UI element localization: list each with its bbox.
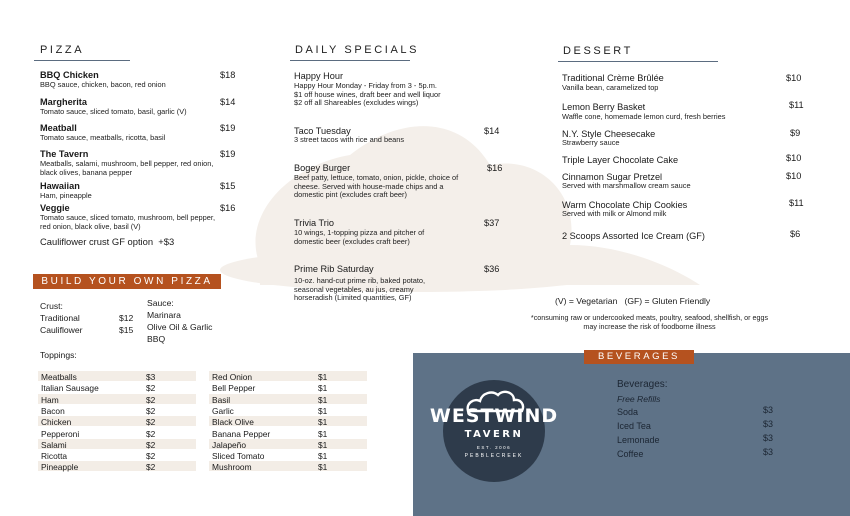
special-item-name: Prime Rib Saturday xyxy=(294,264,374,274)
pizza-item-price: $19 xyxy=(220,123,236,133)
dessert-item-desc: Waffle cone, homemade lemon curd, fresh berries xyxy=(562,112,726,121)
pizza-item-desc: Meatballs, salami, mushroom, bell pepper, red onion, black olives, banana pepper xyxy=(40,159,214,177)
topping-name: Basil xyxy=(212,394,231,405)
special-item-desc: Happy Hour Monday - Friday from 3 - 5p.m. $1 off house wines, draft beer and well liquor $2 off all Shareables (excludes wings) xyxy=(294,81,441,108)
pizza-item-price: $16 xyxy=(220,203,236,213)
dessert-item-name: Warm Chocolate Chip Cookies xyxy=(562,200,688,210)
beverages-banner: BEVERAGES xyxy=(584,350,694,364)
logo-location: PEBBLECREEK xyxy=(464,453,524,459)
pizza-item-price: $19 xyxy=(220,149,236,159)
beverage-name: Lemonade xyxy=(617,435,660,445)
pizza-item-name: Meatball xyxy=(40,123,77,133)
sauce-label: Sauce: xyxy=(147,298,174,308)
sauce-name: Olive Oil & Garlic xyxy=(147,322,213,332)
beverage-price: $3 xyxy=(763,419,774,429)
crust-name: Cauliflower xyxy=(40,325,83,335)
dessert-item-desc: Served with marshmallow cream sauce xyxy=(562,181,691,190)
topping-row-shade xyxy=(209,394,367,404)
topping-name: Chicken xyxy=(41,417,72,428)
dessert-item-price: $9 xyxy=(790,128,801,138)
crust-price: $15 xyxy=(119,325,134,335)
topping-name: Pepperoni xyxy=(41,428,80,439)
dessert-item-price: $10 xyxy=(786,73,802,83)
pizza-item-price: $14 xyxy=(220,97,236,107)
topping-name: Bell Pepper xyxy=(212,383,256,394)
topping-name: Ricotta xyxy=(41,451,68,462)
beverage-name: Soda xyxy=(617,407,639,417)
dessert-item-name: 2 Scoops Assorted Ice Cream (GF) xyxy=(562,231,705,241)
pizza-item-name: The Tavern xyxy=(40,149,89,159)
dessert-title-rule xyxy=(558,61,718,62)
topping-name: Meatballs xyxy=(41,372,77,382)
topping-price: $1 xyxy=(318,451,328,462)
dessert-item-name: Traditional Crème Brûlée xyxy=(562,73,664,83)
food-safety-warning: *consuming raw or undercooked meats, poultry, seafood, shellfish, or eggs may increase the risk of foodborne illness xyxy=(530,313,769,331)
crust-label: Crust: xyxy=(40,301,63,311)
topping-price: $2 xyxy=(146,394,156,405)
pizza-title-rule xyxy=(34,60,130,61)
topping-name: Sliced Tomato xyxy=(212,451,265,462)
pizza-item-desc: Tomato sauce, meatballs, ricotta, basil xyxy=(40,133,166,142)
pizza-item-name: Margherita xyxy=(40,97,87,107)
topping-price: $2 xyxy=(146,428,156,439)
logo-line2: TAVERN xyxy=(464,429,524,440)
dessert-item-price: $6 xyxy=(790,229,801,239)
topping-name: Ham xyxy=(41,394,59,405)
special-item-name: Bogey Burger xyxy=(294,163,351,173)
dessert-item-name: Cinnamon Sugar Pretzel xyxy=(562,172,663,182)
specials-section-title: DAILY SPECIALS xyxy=(295,44,420,56)
free-refills-note: Free Refills xyxy=(617,394,661,404)
topping-price: $1 xyxy=(318,417,328,428)
topping-price: $2 xyxy=(146,405,156,416)
topping-name: Jalapeño xyxy=(212,439,246,450)
pizza-item-name: BBQ Chicken xyxy=(40,70,99,80)
logo-est: EST. 2006 xyxy=(476,445,512,450)
topping-price: $2 xyxy=(146,417,156,428)
topping-price: $1 xyxy=(318,383,328,394)
topping-name: Salami xyxy=(41,439,67,450)
special-item-desc: 10-oz. hand-cut prime rib, baked potato, seasonal vegetables, au jus, creamy horseradish (Limited quantities, GF) xyxy=(294,276,426,303)
topping-price: $1 xyxy=(318,439,328,450)
dessert-item-name: Triple Layer Chocolate Cake xyxy=(562,155,679,165)
topping-price: $1 xyxy=(318,394,328,405)
crust-name: Traditional xyxy=(40,313,80,323)
special-item-price: $14 xyxy=(484,126,500,136)
beverage-price: $3 xyxy=(763,433,774,443)
special-item-name: Happy Hour xyxy=(294,71,344,81)
beverage-price: $3 xyxy=(763,447,774,457)
topping-price: $1 xyxy=(318,462,328,473)
topping-price: $2 xyxy=(146,451,156,462)
topping-price: $2 xyxy=(146,439,156,450)
special-item-name: Trivia Trio xyxy=(294,218,334,228)
topping-name: Banana Pepper xyxy=(212,428,271,439)
pizza-item-desc: BBQ sauce, chicken, bacon, red onion xyxy=(40,80,166,89)
topping-name: Black Olive xyxy=(212,417,254,428)
dessert-section-title: DESSERT xyxy=(563,45,633,57)
pizza-item-name: Hawaiian xyxy=(40,181,80,191)
logo-line1: WESTWIND xyxy=(429,405,559,427)
beverage-name: Coffee xyxy=(617,449,644,459)
diet-legend: (V) = Vegetarian (GF) = Gluten Friendly xyxy=(555,296,711,306)
topping-price: $3 xyxy=(146,372,156,382)
pizza-section-title: PIZZA xyxy=(40,44,85,56)
dessert-item-name: N.Y. Style Cheesecake xyxy=(562,129,656,139)
pizza-item-desc: Ham, pineapple xyxy=(40,191,92,200)
sauce-name: Marinara xyxy=(147,310,181,320)
toppings-label: Toppings: xyxy=(40,350,77,360)
topping-name: Italian Sausage xyxy=(41,383,99,394)
topping-price: $1 xyxy=(318,372,328,382)
topping-price: $2 xyxy=(146,383,156,394)
special-item-desc: 10 wings, 1-topping pizza and pitcher of domestic beer (excludes craft beer) xyxy=(294,228,425,246)
special-item-price: $37 xyxy=(484,218,500,228)
special-item-price: $16 xyxy=(487,163,503,173)
pizza-item-desc: Tomato sauce, sliced tomato, mushroom, bell pepper, red onion, black olive, basil (V) xyxy=(40,213,215,231)
special-item-desc: 3 street tacos with rice and beans xyxy=(294,135,405,144)
pizza-item-price: $15 xyxy=(220,181,236,191)
dessert-item-name: Lemon Berry Basket xyxy=(562,102,646,112)
topping-price: $1 xyxy=(318,405,328,416)
special-item-price: $36 xyxy=(484,264,500,274)
topping-name: Pineapple xyxy=(41,462,79,473)
westwind-logo xyxy=(428,365,560,497)
topping-price: $1 xyxy=(318,428,328,439)
special-item-desc: Beef patty, lettuce, tomato, onion, pickle, choice of cheese. Served with house-made chips and a domestic pint (excludes craft beer) xyxy=(294,173,459,200)
dessert-item-price: $11 xyxy=(789,100,804,110)
beverages-heading: Beverages: xyxy=(617,379,668,390)
crust-price: $12 xyxy=(119,313,134,323)
dessert-item-desc: Strawberry sauce xyxy=(562,138,620,147)
dessert-item-price: $11 xyxy=(789,198,804,208)
build-your-own-banner: BUILD YOUR OWN PIZZA xyxy=(33,274,221,289)
beverage-name: Iced Tea xyxy=(617,421,651,431)
beverage-price: $3 xyxy=(763,405,774,415)
dessert-item-desc: Vanilla bean, caramelized top xyxy=(562,83,659,92)
sauce-name: BBQ xyxy=(147,334,166,344)
topping-name: Red Onion xyxy=(212,372,253,382)
topping-price: $2 xyxy=(146,462,156,473)
topping-name: Garlic xyxy=(212,405,234,416)
gf-option-note: Cauliflower crust GF option +$3 xyxy=(40,236,175,247)
pizza-item-name: Veggie xyxy=(40,203,70,213)
topping-name: Bacon xyxy=(41,405,65,416)
special-item-name: Taco Tuesday xyxy=(294,126,351,136)
dessert-item-price: $10 xyxy=(786,153,802,163)
topping-name: Mushroom xyxy=(212,462,252,473)
dessert-item-desc: Served with milk or Almond milk xyxy=(562,209,667,218)
pizza-item-price: $18 xyxy=(220,70,236,80)
dessert-item-price: $10 xyxy=(786,171,802,181)
topping-row-shade xyxy=(38,394,196,404)
pizza-item-desc: Tomato sauce, sliced tomato, basil, garlic (V) xyxy=(40,107,187,116)
specials-title-rule xyxy=(290,60,410,61)
